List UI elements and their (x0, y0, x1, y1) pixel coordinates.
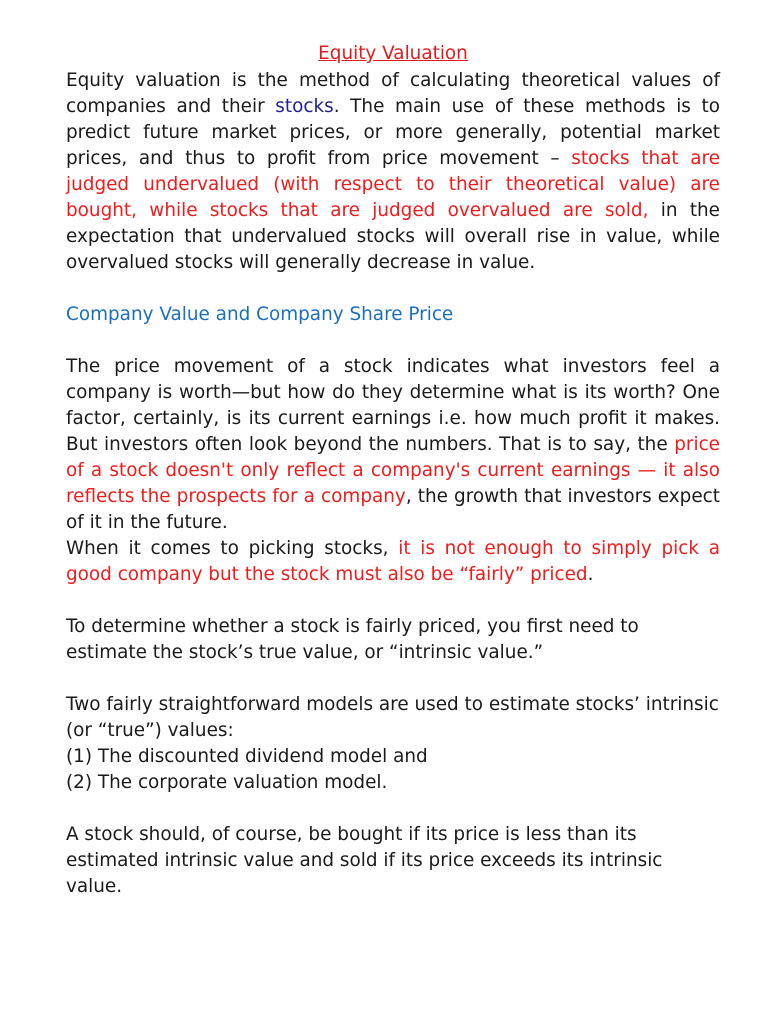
intro-highlight: stocks that are judged undervalued (with respect to their theoretical value) are bought, while stocks that are judged overvalued are sold, (66, 148, 721, 221)
picking-text-1: When it comes to picking stocks, (66, 538, 399, 559)
document-title: Equity Valuation (318, 43, 468, 64)
picking-text-2: . (587, 564, 594, 585)
price-text-1: The price movement of a stock indicates what investors feel a company is worth—but how do they determine what is its worth? One factor, certainly, is its current earnings i.e. how much profit it makes. But investors often look beyond the numbers. That is to say, the (66, 356, 720, 455)
picking-highlight: it is not enough to simply pick a good company but the stock must also be “fairly” priced (66, 538, 721, 585)
models-intro: Two fairly straightforward models are used to estimate stocks’ intrinsic (or “true”) values: (66, 694, 719, 741)
model-item-1: (1) The discounted dividend model and (66, 746, 428, 767)
intro-text-2: . The main use of these methods is to predict future market prices, or more generally, potential market prices, and thus to profit from price movement – (66, 96, 720, 169)
section-heading: Company Value and Company Share Price (66, 304, 454, 325)
fair-price-paragraph: To determine whether a stock is fairly priced, you first need to estimate the stock’s true value, or “intrinsic value.” (66, 616, 639, 663)
intro-paragraph (66, 68, 720, 276)
model-item-2: (2) The corporate valuation model. (66, 772, 388, 793)
stocks-link[interactable]: stocks (275, 96, 334, 117)
price-text-2: , the growth that investors expect of it in the future. (66, 486, 720, 533)
price-movement-paragraph (66, 354, 720, 536)
price-highlight: price of a stock doesn't only reflect a company's current earnings — it also reflects the prospects for a company (66, 434, 720, 507)
intro-text-3: in the expectation that undervalued stocks will overall rise in value, while overvalued stocks will generally decrease in value. (66, 200, 720, 273)
conclusion-paragraph: A stock should, of course, be bought if its price is less than its estimated intrinsic value and sold if its price exceeds its intrinsic value. (66, 824, 663, 897)
picking-stocks-paragraph (66, 536, 720, 588)
intro-text-1: Equity valuation is the method of calculating theoretical values of companies and their (66, 70, 720, 117)
